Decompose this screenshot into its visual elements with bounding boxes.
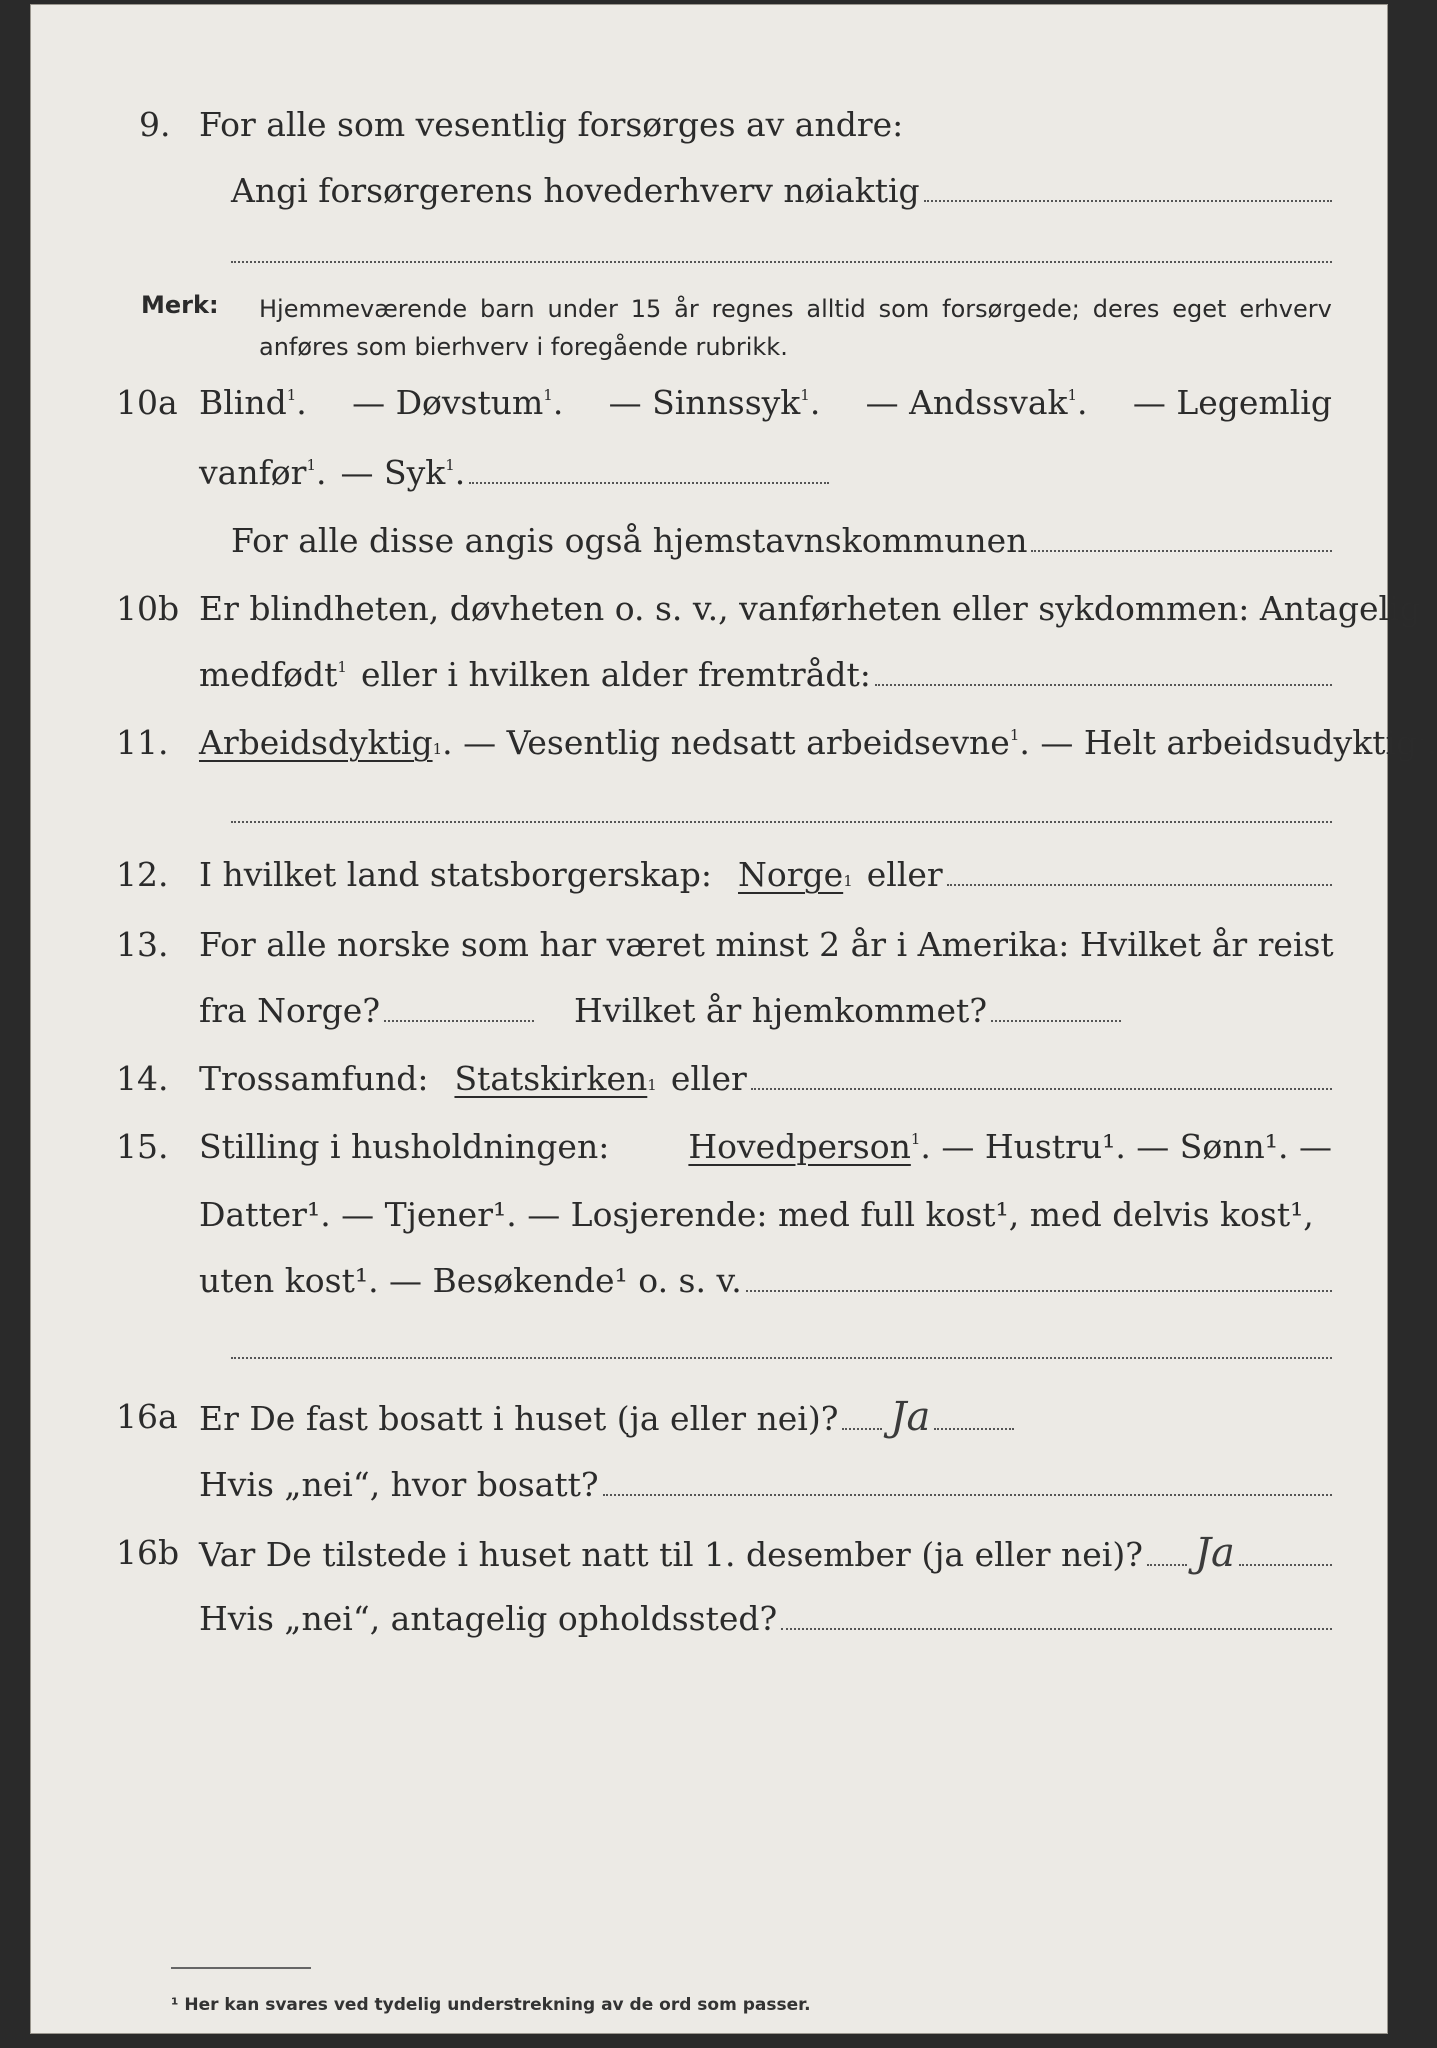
footnote: ¹ Her kan svares ved tydelig understrekning av de ord som passer. — [171, 1995, 811, 2015]
q9-question-2: Angi forsørgerens hovederhverv nøiaktig — [231, 171, 920, 210]
q14-question: Trossamfund: — [199, 1059, 429, 1098]
q16b-opphold-label: Hvis „nei“, antagelig opholdssted? — [199, 1599, 778, 1638]
q10b-opt-medfodt[interactable]: medfødt$^1$ — [199, 655, 347, 694]
q16a-number: 16a — [116, 1397, 178, 1436]
q12-opt-norge[interactable]: Norge — [738, 855, 844, 894]
q10a-option[interactable]: Blind$^1$. — [199, 383, 307, 422]
q16b-handwritten-answer: Ja — [1194, 1530, 1235, 1576]
q10b-alder-label: eller i hvilken alder fremtrådt: — [360, 655, 871, 694]
q10a-syk-field[interactable] — [469, 482, 829, 484]
q13-reist-field[interactable] — [384, 1020, 534, 1022]
note-word: regnes — [711, 295, 794, 323]
q12-eller: eller — [866, 855, 943, 894]
q10a-number: 10a — [116, 383, 178, 422]
q13-hjemkommet-field[interactable] — [991, 1020, 1121, 1022]
q15-opts-rest[interactable]: . — Hustru¹. — Sønn¹. — — [920, 1127, 1332, 1166]
q13-number: 13. — [116, 925, 169, 964]
note-word: 15 — [630, 295, 662, 323]
q13-reist-label: fra Norge? — [199, 991, 381, 1030]
q13-question: For alle norske som har været minst 2 år i Amerika: Hvilket år reist — [199, 925, 1334, 964]
note-word: år — [674, 295, 699, 323]
q12-question: I hvilket land statsborgerskap: — [199, 855, 713, 894]
q11-answer-line[interactable] — [231, 821, 1332, 823]
q15-options-3[interactable]: uten kost¹. — Besøkende¹ o. s. v. — [199, 1261, 742, 1300]
note-word: som — [878, 295, 930, 323]
q11-opt-arbeidsdyktig[interactable]: Arbeidsdyktig — [199, 723, 433, 762]
note-label: Merk: — [141, 291, 219, 319]
q15-answer-line[interactable] — [231, 1357, 1332, 1359]
q11-opt-udyktig[interactable]: . — Helt arbeidsudyktig$^1$ — [1019, 723, 1427, 762]
q15-field[interactable] — [746, 1290, 1332, 1292]
q14-opt-statskirken[interactable]: Statskirken — [454, 1059, 648, 1098]
q9-answer-line-2[interactable] — [231, 261, 1332, 263]
q14-number: 14. — [116, 1059, 169, 1098]
note-word: forsørgede; — [942, 295, 1080, 323]
q16a-question: Er De fast bosatt i huset (ja eller nei)? — [199, 1399, 839, 1438]
note-word: Hjemmeværende — [259, 295, 468, 323]
q10a-option[interactable]: — Døvstum$^1$. — [352, 383, 564, 422]
q10b-number: 10b — [116, 589, 180, 628]
q10a-opt-syk[interactable]: — Syk$^1$. — [340, 453, 466, 492]
q14-eller: eller — [670, 1059, 747, 1098]
q16a-field[interactable] — [934, 1428, 1014, 1430]
census-form-page: 9. For alle som vesentlig forsørges av andre: Angi forsørgerens hovederhverv nøiaktig Merk: Hjemmeværende barn under 15 år regnes alltid som forsørgede; deres eget erhverv anføres som bierhverv i foregående rubrikk. 10a Blind$^1$. — Døvstum$^1$. — Sinnssyk$^1$. — Andssvak$^1$. — Legemlig vanfør$^1$. — Syk$^1$. For alle disse angis også hjemstavnskommunen 10b Er blindheten, døvheten o. s. v., vanførheten eller sykdommen: Antagelig medfødt$^1$ eller i hvilken alder fremtrådt: 11. Arbeidsdyktig 1 . — Vesentlig nedsatt arbeidsevne$^1$ . — Helt arbeidsudyktig$^1$ . 12. I hvilket land statsborgerskap: Norge 1 eller 13. For alle norske som har været minst 2 år i Amerika: Hvilket år reist fra Norge? Hvilket år hjemkommet? 14. Trossamfund: Statskirken 1 eller 15. Stilling i husholdningen: Hovedperson$^1$. — Hustru¹. — Sønn¹. — Datter¹. — Tjener¹. — Losjerende: med full kost¹, med delvis kost¹, uten kost¹. — Besøkende¹ o. s. v. 16a Er De fast bosatt i huset (ja eller nei)? Ja Hvis „nei“, hvor bosatt? 16b Var De tilstede i huset natt til 1. desember (ja eller nei)? Ja Hvis „nei“, antagelig opholdssted? ¹ Her kan svares ved tydelig understrekning av de ord som passer. — [30, 4, 1388, 2034]
q15-number: 15. — [116, 1127, 169, 1166]
note-line-2: anføres som bierhverv i foregående rubrikk. — [259, 333, 788, 361]
q15-question: Stilling i husholdningen: — [199, 1127, 610, 1166]
q16b-field-lead[interactable] — [1147, 1564, 1187, 1566]
q10a-hjemstavn-label: For alle disse angis også hjemstavnskommunen — [231, 521, 1028, 560]
q16a-bosatt-label: Hvis „nei“, hvor bosatt? — [199, 1465, 599, 1504]
q10b-alder-field[interactable] — [875, 684, 1332, 686]
q10a-option[interactable]: — Legemlig — [1132, 383, 1332, 422]
q12-country-field[interactable] — [947, 884, 1332, 886]
q10a-option[interactable]: — Andssvak$^1$. — [865, 383, 1088, 422]
note-word: eget — [1172, 295, 1227, 323]
q16b-opphold-field[interactable] — [781, 1628, 1332, 1630]
q15-opt-hovedperson[interactable]: Hovedperson — [688, 1127, 911, 1166]
q11-opt-nedsatt[interactable]: . — Vesentlig nedsatt arbeidsevne$^1$ — [442, 723, 1020, 762]
q10a-options — [199, 381, 1332, 425]
q12-number: 12. — [116, 855, 169, 894]
q16b-field[interactable] — [1239, 1564, 1332, 1566]
q16b-question: Var De tilstede i huset natt til 1. desember (ja eller nei)? — [199, 1535, 1143, 1574]
q16b-number: 16b — [116, 1533, 180, 1572]
q9-number: 9. — [139, 105, 171, 144]
note-word: under — [547, 295, 618, 323]
q10a-option[interactable]: — Sinnssyk$^1$. — [608, 383, 821, 422]
q14-field[interactable] — [751, 1088, 1332, 1090]
note-word: erhverv — [1239, 295, 1332, 323]
q11-number: 11. — [116, 723, 169, 762]
q10b-question: Er blindheten, døvheten o. s. v., vanførheten eller sykdommen: Antagelig — [199, 589, 1421, 628]
note-word: alltid — [806, 295, 866, 323]
q10a-opt-vanfor[interactable]: vanfør$^1$. — [199, 453, 327, 492]
footnote-rule — [171, 1967, 311, 1969]
note-line-1 — [259, 291, 1332, 327]
q9-question: For alle som vesentlig forsørges av andre: — [199, 105, 904, 144]
q9-answer-field[interactable] — [924, 200, 1332, 202]
note-word: deres — [1092, 295, 1160, 323]
note-word: barn — [480, 295, 535, 323]
q13-hjemkommet-label: Hvilket år hjemkommet? — [574, 991, 988, 1030]
q16a-field-lead[interactable] — [842, 1428, 882, 1430]
q15-options-2[interactable]: Datter¹. — Tjener¹. — Losjerende: med full kost¹, med delvis kost¹, — [199, 1195, 1314, 1234]
q16a-bosatt-field[interactable] — [603, 1494, 1332, 1496]
q10a-hjemstavn-field[interactable] — [1031, 550, 1332, 552]
q16a-handwritten-answer: Ja — [890, 1394, 931, 1440]
